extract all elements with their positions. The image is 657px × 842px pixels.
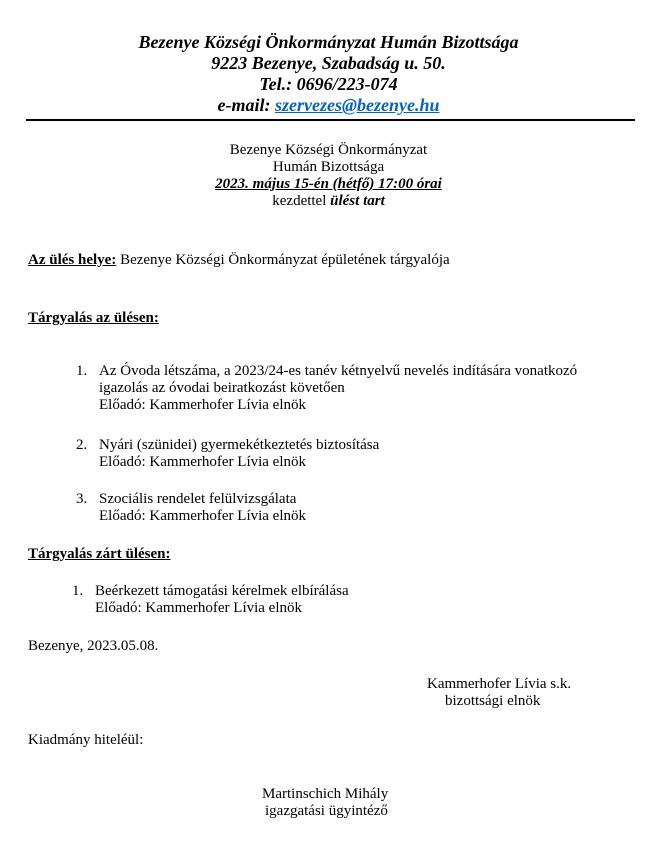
letterhead-phone: Tel.: 0696/223-074 [259, 74, 398, 94]
letterhead-address: 9223 Bezenye, Szabadság u. 50. [211, 53, 446, 73]
meeting-date-time: 2023. május 15-én (hétfő) 17:00 órai [215, 176, 442, 192]
agenda-item-title-line1: Beérkezett támogatási kérelmek elbírálása [95, 583, 349, 599]
chair-signature-title: bizottsági elnök [445, 693, 541, 709]
announcement-line2: Humán Bizottsága [272, 159, 385, 175]
closed-session-heading: Tárgyalás zárt ülésen: [28, 546, 171, 562]
clerk-signature-name: Martinschich Mihály [262, 786, 389, 802]
clerk-signature-title: igazgatási ügyintéző [265, 803, 388, 819]
letterhead-email-label: e-mail: [217, 95, 276, 115]
agenda-item-presenter: Előadó: Kammerhofer Lívia elnök [99, 454, 307, 470]
email-link[interactable]: szervezes@bezenye.hu [275, 95, 440, 115]
agenda-item-presenter: Előadó: Kammerhofer Lívia elnök [95, 600, 303, 616]
agenda-item-title-line1: Az Óvoda létszáma, a 2023/24-es tanév kétnyelvű nevelés indítására vonatkozó [99, 363, 578, 379]
agenda-item-title-line1: Nyári (szünidei) gyermekétkeztetés biztosítása [99, 437, 380, 453]
letterhead [0, 32, 657, 116]
announcement-line1: Bezenye Községi Önkormányzat [229, 142, 428, 158]
letterhead-email-line [0, 95, 657, 116]
letterhead-org-name: Bezenye Községi Önkormányzat Humán Bizottsága [138, 32, 519, 52]
certified-label: Kiadmány hiteléül: [28, 732, 144, 748]
agenda-item-title-line2: igazolás az óvodai beiratkozást követően [99, 380, 345, 396]
letterhead-divider [26, 119, 635, 121]
chair-signature-name: Kammerhofer Lívia s.k. [427, 676, 572, 692]
announcement-start-line [0, 193, 657, 210]
meeting-announcement [0, 142, 657, 210]
announcement-start-emph: ülést tart [330, 193, 385, 209]
venue-label: Az ülés helye: [28, 252, 117, 268]
agenda-item-number: 1. [76, 363, 88, 379]
agenda-item-title-line1: Szociális rendelet felülvizsgálata [99, 491, 297, 507]
agenda-item-presenter: Előadó: Kammerhofer Lívia elnök [99, 508, 307, 524]
place-date: Bezenye, 2023.05.08. [28, 638, 159, 654]
announcement-start-prefix: kezdettel [272, 193, 331, 209]
agenda-item-number: 3. [76, 491, 88, 507]
agenda-item-number: 1. [72, 583, 84, 599]
agenda-item-presenter: Előadó: Kammerhofer Lívia elnök [99, 397, 307, 413]
venue-value: Bezenye Községi Önkormányzat épületének tárgyalója [116, 252, 450, 268]
open-session-heading: Tárgyalás az ülésen: [28, 310, 159, 326]
agenda-item-number: 2. [76, 437, 88, 453]
venue-line [28, 252, 450, 269]
